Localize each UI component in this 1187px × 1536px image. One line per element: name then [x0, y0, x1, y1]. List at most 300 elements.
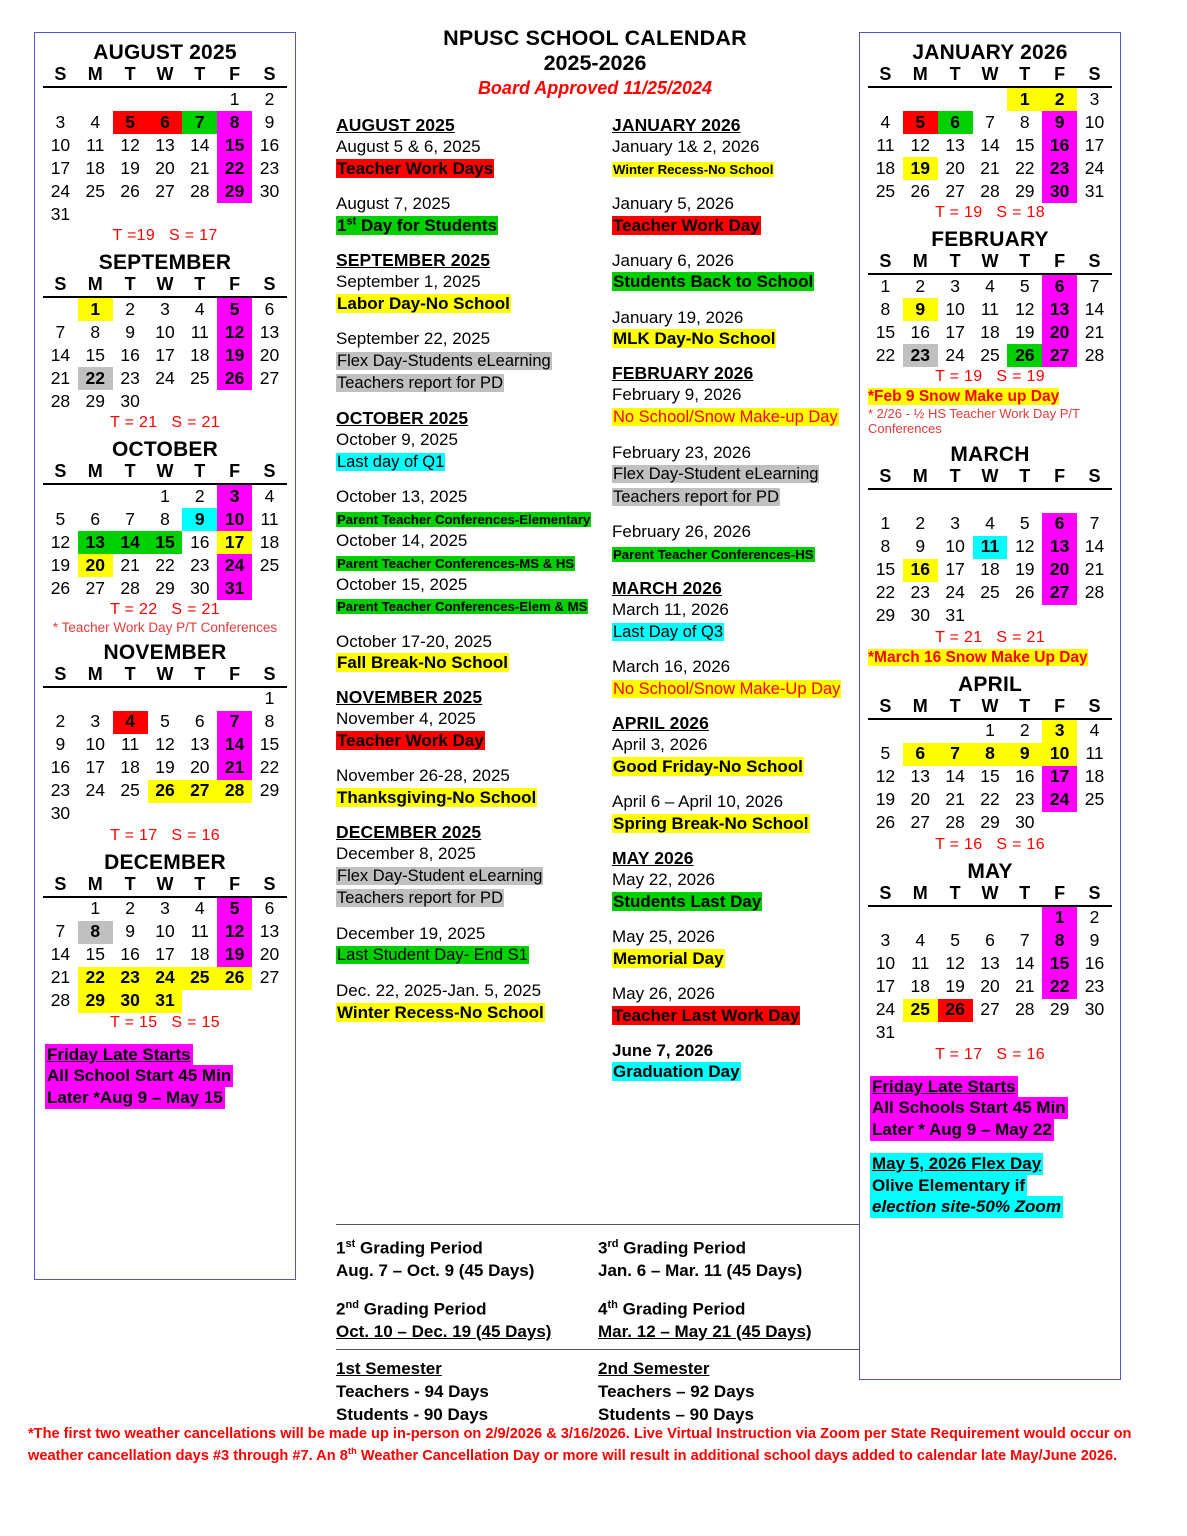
- day-cell[interactable]: 6: [194, 711, 205, 732]
- day-cell[interactable]: 8: [217, 111, 252, 134]
- day-cell[interactable]: 9: [1089, 930, 1100, 951]
- day-cell[interactable]: 7: [1089, 275, 1100, 296]
- day-cell[interactable]: 7: [938, 743, 973, 766]
- day-cell[interactable]: 5: [1019, 275, 1030, 296]
- day-cell[interactable]: 15: [148, 531, 183, 554]
- day-cell[interactable]: 3: [160, 898, 170, 919]
- day-cell[interactable]: 13: [910, 766, 930, 787]
- day-cell[interactable]: 16: [1084, 953, 1105, 974]
- day-cell[interactable]: 16: [190, 531, 210, 552]
- day-cell[interactable]: 14: [50, 344, 71, 365]
- day-cell[interactable]: 11: [911, 953, 930, 974]
- day-cell[interactable]: 26: [50, 577, 71, 598]
- day-cell[interactable]: 6: [938, 111, 973, 134]
- day-cell[interactable]: 19: [217, 344, 252, 367]
- day-cell[interactable]: 2: [1019, 720, 1030, 741]
- day-cell[interactable]: 28: [1084, 582, 1105, 603]
- day-cell[interactable]: 28: [945, 812, 965, 833]
- day-cell[interactable]: 11: [260, 508, 279, 529]
- day-cell[interactable]: 13: [1042, 298, 1077, 321]
- day-cell[interactable]: 12: [217, 921, 252, 944]
- day-cell[interactable]: 4: [90, 111, 101, 132]
- day-cell[interactable]: 20: [155, 157, 175, 178]
- day-cell[interactable]: 1: [880, 275, 891, 296]
- day-cell[interactable]: 3: [950, 513, 960, 534]
- day-cell[interactable]: 12: [120, 134, 140, 155]
- day-cell[interactable]: 2: [125, 298, 135, 319]
- day-cell[interactable]: 23: [903, 344, 938, 367]
- day-cell[interactable]: 6: [985, 930, 995, 951]
- day-cell[interactable]: 8: [1019, 111, 1030, 132]
- day-cell[interactable]: 23: [113, 967, 148, 990]
- day-cell[interactable]: 23: [1084, 976, 1105, 997]
- day-cell[interactable]: 27: [980, 999, 1000, 1020]
- day-cell[interactable]: 19: [903, 157, 938, 180]
- day-cell[interactable]: 9: [125, 921, 135, 942]
- day-cell[interactable]: 23: [120, 367, 140, 388]
- day-cell[interactable]: 13: [78, 531, 113, 554]
- day-cell[interactable]: 18: [190, 944, 210, 965]
- day-cell[interactable]: 19: [945, 976, 965, 997]
- day-cell[interactable]: 7: [1089, 513, 1100, 534]
- day-cell[interactable]: 22: [155, 554, 175, 575]
- day-cell[interactable]: 23: [190, 554, 210, 575]
- day-cell[interactable]: 9: [903, 298, 938, 321]
- day-cell[interactable]: 3: [880, 930, 891, 951]
- day-cell[interactable]: 21: [1084, 559, 1105, 580]
- day-cell[interactable]: 13: [259, 321, 280, 342]
- day-cell[interactable]: 5: [1019, 513, 1030, 534]
- day-cell[interactable]: 24: [148, 967, 183, 990]
- day-cell[interactable]: 14: [190, 134, 210, 155]
- day-cell[interactable]: 29: [217, 180, 252, 203]
- day-cell[interactable]: 20: [980, 976, 1000, 997]
- day-cell[interactable]: 26: [1007, 344, 1042, 367]
- day-cell[interactable]: 21: [120, 554, 140, 575]
- day-cell[interactable]: 29: [78, 990, 113, 1013]
- day-cell[interactable]: 14: [1084, 536, 1105, 557]
- day-cell[interactable]: 21: [945, 789, 965, 810]
- day-cell[interactable]: 30: [910, 605, 930, 626]
- day-cell[interactable]: 20: [1042, 321, 1077, 344]
- day-cell[interactable]: 10: [155, 921, 175, 942]
- day-cell[interactable]: 24: [945, 344, 965, 365]
- day-cell[interactable]: 27: [1042, 344, 1077, 367]
- day-cell[interactable]: 6: [903, 743, 938, 766]
- day-cell[interactable]: 19: [120, 157, 140, 178]
- day-cell[interactable]: 13: [259, 921, 280, 942]
- day-cell[interactable]: 25: [120, 780, 140, 801]
- day-cell[interactable]: 17: [945, 321, 965, 342]
- day-cell[interactable]: 15: [85, 944, 105, 965]
- day-cell[interactable]: 26: [875, 812, 896, 833]
- day-cell[interactable]: 4: [880, 111, 891, 132]
- day-cell[interactable]: 24: [217, 554, 252, 577]
- day-cell[interactable]: 19: [217, 944, 252, 967]
- day-cell[interactable]: 21: [217, 757, 252, 780]
- day-cell[interactable]: 17: [217, 531, 252, 554]
- day-cell[interactable]: 28: [1084, 344, 1105, 365]
- day-cell[interactable]: 2: [194, 485, 205, 506]
- day-cell[interactable]: 4: [194, 298, 205, 319]
- day-cell[interactable]: 2: [915, 513, 926, 534]
- day-cell[interactable]: 11: [190, 321, 209, 342]
- day-cell[interactable]: 6: [1042, 274, 1077, 298]
- day-cell[interactable]: 22: [1015, 157, 1035, 178]
- day-cell[interactable]: 15: [1042, 953, 1077, 976]
- day-cell[interactable]: 31: [945, 605, 965, 626]
- day-cell[interactable]: 17: [155, 944, 175, 965]
- day-cell[interactable]: 9: [1007, 743, 1042, 766]
- day-cell[interactable]: 4: [113, 711, 148, 734]
- day-cell[interactable]: 11: [121, 734, 140, 755]
- day-cell[interactable]: 27: [945, 180, 965, 201]
- day-cell[interactable]: 26: [910, 180, 930, 201]
- day-cell[interactable]: 3: [950, 275, 960, 296]
- day-cell[interactable]: 6: [90, 508, 101, 529]
- day-cell[interactable]: 29: [980, 812, 1000, 833]
- day-cell[interactable]: 12: [155, 734, 175, 755]
- day-cell[interactable]: 16: [1042, 134, 1077, 157]
- day-cell[interactable]: 17: [155, 344, 175, 365]
- day-cell[interactable]: 17: [1084, 134, 1105, 155]
- day-cell[interactable]: 15: [980, 766, 1000, 787]
- day-cell[interactable]: 31: [50, 203, 71, 224]
- day-cell[interactable]: 11: [86, 134, 105, 155]
- day-cell[interactable]: 6: [264, 298, 275, 319]
- day-cell[interactable]: 1: [90, 898, 101, 919]
- day-cell[interactable]: 4: [985, 513, 995, 534]
- day-cell[interactable]: 26: [120, 180, 140, 201]
- day-cell[interactable]: 10: [85, 734, 105, 755]
- day-cell[interactable]: 24: [875, 999, 896, 1020]
- day-cell[interactable]: 26: [148, 780, 183, 803]
- day-cell[interactable]: 18: [875, 157, 896, 178]
- day-cell[interactable]: 23: [1015, 789, 1035, 810]
- day-cell[interactable]: 25: [903, 999, 938, 1022]
- day-cell[interactable]: 10: [50, 134, 71, 155]
- day-cell[interactable]: 8: [880, 298, 891, 319]
- day-cell[interactable]: 24: [85, 780, 105, 801]
- day-cell[interactable]: 18: [190, 344, 210, 365]
- day-cell[interactable]: 9: [125, 321, 135, 342]
- day-cell[interactable]: 9: [264, 111, 275, 132]
- day-cell[interactable]: 8: [90, 321, 101, 342]
- day-cell[interactable]: 22: [78, 367, 113, 390]
- day-cell[interactable]: 11: [980, 298, 1000, 319]
- day-cell[interactable]: 28: [120, 577, 140, 598]
- day-cell[interactable]: 7: [985, 111, 995, 132]
- day-cell[interactable]: 1: [160, 485, 170, 506]
- day-cell[interactable]: 6: [264, 898, 275, 919]
- day-cell[interactable]: 12: [1015, 536, 1035, 557]
- day-cell[interactable]: 23: [259, 157, 280, 178]
- day-cell[interactable]: 19: [1015, 559, 1035, 580]
- day-cell[interactable]: 4: [264, 485, 275, 506]
- day-cell[interactable]: 28: [217, 780, 252, 803]
- day-cell[interactable]: 12: [217, 321, 252, 344]
- day-cell[interactable]: 25: [980, 344, 1000, 365]
- day-cell[interactable]: 7: [1019, 930, 1030, 951]
- day-cell[interactable]: 15: [85, 344, 105, 365]
- day-cell[interactable]: 18: [120, 757, 140, 778]
- day-cell[interactable]: 3: [1042, 719, 1077, 743]
- day-cell[interactable]: 20: [259, 344, 280, 365]
- day-cell[interactable]: 21: [190, 157, 210, 178]
- day-cell[interactable]: 3: [1089, 88, 1100, 109]
- day-cell[interactable]: 12: [50, 531, 71, 552]
- day-cell[interactable]: 7: [182, 111, 217, 134]
- day-cell[interactable]: 12: [910, 134, 930, 155]
- day-cell[interactable]: 26: [217, 367, 252, 390]
- day-cell[interactable]: 2: [915, 275, 926, 296]
- day-cell[interactable]: 16: [1015, 766, 1035, 787]
- day-cell[interactable]: 15: [875, 559, 896, 580]
- day-cell[interactable]: 20: [78, 554, 113, 577]
- day-cell[interactable]: 1: [880, 513, 891, 534]
- day-cell[interactable]: 9: [55, 734, 66, 755]
- day-cell[interactable]: 1: [264, 688, 275, 709]
- day-cell[interactable]: 11: [190, 921, 209, 942]
- day-cell[interactable]: 27: [85, 577, 105, 598]
- day-cell[interactable]: 26: [938, 999, 973, 1022]
- day-cell[interactable]: 14: [217, 734, 252, 757]
- day-cell[interactable]: 23: [910, 582, 930, 603]
- day-cell[interactable]: 6: [1042, 513, 1077, 536]
- day-cell[interactable]: 26: [1015, 582, 1035, 603]
- day-cell[interactable]: 13: [190, 734, 210, 755]
- day-cell[interactable]: 7: [217, 711, 252, 734]
- day-cell[interactable]: 18: [980, 321, 1000, 342]
- day-cell[interactable]: 24: [945, 582, 965, 603]
- day-cell[interactable]: 25: [85, 180, 105, 201]
- day-cell[interactable]: 1: [985, 720, 995, 741]
- day-cell[interactable]: 11: [973, 536, 1008, 559]
- day-cell[interactable]: 30: [259, 180, 280, 201]
- day-cell[interactable]: 22: [980, 789, 1000, 810]
- day-cell[interactable]: 22: [875, 344, 896, 365]
- day-cell[interactable]: 2: [125, 898, 135, 919]
- day-cell[interactable]: 13: [1042, 536, 1077, 559]
- day-cell[interactable]: 13: [980, 953, 1000, 974]
- day-cell[interactable]: 17: [50, 157, 71, 178]
- day-cell[interactable]: 29: [259, 780, 280, 801]
- day-cell[interactable]: 29: [85, 390, 105, 411]
- day-cell[interactable]: 29: [155, 577, 175, 598]
- day-cell[interactable]: 11: [876, 134, 895, 155]
- day-cell[interactable]: 31: [875, 1022, 896, 1043]
- day-cell[interactable]: 5: [880, 743, 891, 764]
- day-cell[interactable]: 1: [229, 88, 240, 109]
- day-cell[interactable]: 15: [875, 321, 896, 342]
- day-cell[interactable]: 19: [1015, 321, 1035, 342]
- day-cell[interactable]: 24: [1042, 789, 1077, 812]
- day-cell[interactable]: 20: [910, 789, 930, 810]
- day-cell[interactable]: 22: [875, 582, 896, 603]
- day-cell[interactable]: 30: [1084, 999, 1105, 1020]
- day-cell[interactable]: 17: [875, 976, 896, 997]
- day-cell[interactable]: 21: [50, 367, 71, 388]
- day-cell[interactable]: 10: [217, 508, 252, 531]
- day-cell[interactable]: 4: [985, 275, 995, 296]
- day-cell[interactable]: 19: [875, 789, 896, 810]
- day-cell[interactable]: 22: [217, 157, 252, 180]
- day-cell[interactable]: 16: [120, 344, 140, 365]
- day-cell[interactable]: 8: [973, 743, 1008, 766]
- day-cell[interactable]: 27: [155, 180, 175, 201]
- day-cell[interactable]: 15: [217, 134, 252, 157]
- day-cell[interactable]: 26: [217, 967, 252, 990]
- day-cell[interactable]: 24: [50, 180, 71, 201]
- day-cell[interactable]: 22: [259, 757, 280, 778]
- day-cell[interactable]: 13: [945, 134, 965, 155]
- day-cell[interactable]: 18: [85, 157, 105, 178]
- day-cell[interactable]: 16: [910, 321, 930, 342]
- day-cell[interactable]: 3: [217, 484, 252, 508]
- day-cell[interactable]: 20: [259, 944, 280, 965]
- day-cell[interactable]: 8: [264, 711, 275, 732]
- day-cell[interactable]: 29: [1015, 180, 1035, 201]
- day-cell[interactable]: 20: [1042, 559, 1077, 582]
- day-cell[interactable]: 5: [55, 508, 66, 529]
- day-cell[interactable]: 2: [264, 88, 275, 109]
- day-cell[interactable]: 23: [1042, 157, 1077, 180]
- day-cell[interactable]: 6: [148, 111, 183, 134]
- day-cell[interactable]: 18: [259, 531, 280, 552]
- day-cell[interactable]: 13: [155, 134, 175, 155]
- day-cell[interactable]: 3: [160, 298, 170, 319]
- day-cell[interactable]: 27: [182, 780, 217, 803]
- day-cell[interactable]: 5: [903, 111, 938, 134]
- day-cell[interactable]: 25: [182, 967, 217, 990]
- day-cell[interactable]: 9: [1042, 111, 1077, 134]
- day-cell[interactable]: 25: [259, 554, 280, 575]
- day-cell[interactable]: 30: [50, 803, 71, 824]
- day-cell[interactable]: 9: [915, 536, 926, 557]
- day-cell[interactable]: 19: [50, 554, 71, 575]
- day-cell[interactable]: 31: [148, 990, 183, 1013]
- day-cell[interactable]: 20: [945, 157, 965, 178]
- day-cell[interactable]: 15: [1015, 134, 1035, 155]
- day-cell[interactable]: 12: [945, 953, 965, 974]
- day-cell[interactable]: 14: [980, 134, 1000, 155]
- day-cell[interactable]: 10: [1042, 743, 1077, 766]
- day-cell[interactable]: 8: [880, 536, 891, 557]
- day-cell[interactable]: 8: [160, 508, 170, 529]
- day-cell[interactable]: 22: [78, 967, 113, 990]
- day-cell[interactable]: 3: [55, 111, 66, 132]
- day-cell[interactable]: 10: [945, 298, 965, 319]
- day-cell[interactable]: 27: [910, 812, 930, 833]
- day-cell[interactable]: 3: [90, 711, 101, 732]
- day-cell[interactable]: 11: [1085, 743, 1104, 764]
- day-cell[interactable]: 16: [259, 134, 280, 155]
- day-cell[interactable]: 5: [160, 711, 170, 732]
- day-cell[interactable]: 30: [190, 577, 210, 598]
- day-cell[interactable]: 17: [945, 559, 965, 580]
- day-cell[interactable]: 24: [1084, 157, 1105, 178]
- day-cell[interactable]: 31: [1084, 180, 1105, 201]
- day-cell[interactable]: 27: [259, 967, 280, 988]
- day-cell[interactable]: 25: [1084, 789, 1105, 810]
- day-cell[interactable]: 27: [1042, 582, 1077, 605]
- day-cell[interactable]: 1: [78, 297, 113, 321]
- day-cell[interactable]: 30: [1042, 180, 1077, 203]
- day-cell[interactable]: 21: [50, 967, 71, 988]
- day-cell[interactable]: 12: [1015, 298, 1035, 319]
- day-cell[interactable]: 7: [55, 921, 66, 942]
- day-cell[interactable]: 27: [259, 367, 280, 388]
- day-cell[interactable]: 1: [1007, 87, 1042, 111]
- day-cell[interactable]: 5: [113, 111, 148, 134]
- day-cell[interactable]: 30: [113, 990, 148, 1013]
- day-cell[interactable]: 28: [1015, 999, 1035, 1020]
- day-cell[interactable]: 28: [50, 390, 71, 411]
- day-cell[interactable]: 20: [190, 757, 210, 778]
- day-cell[interactable]: 8: [78, 921, 113, 944]
- day-cell[interactable]: 14: [1084, 298, 1105, 319]
- day-cell[interactable]: 7: [55, 321, 66, 342]
- day-cell[interactable]: 24: [155, 367, 175, 388]
- day-cell[interactable]: 21: [980, 157, 1000, 178]
- day-cell[interactable]: 30: [120, 390, 140, 411]
- day-cell[interactable]: 23: [50, 780, 71, 801]
- day-cell[interactable]: 28: [190, 180, 210, 201]
- day-cell[interactable]: 10: [1084, 111, 1105, 132]
- day-cell[interactable]: 10: [945, 536, 965, 557]
- day-cell[interactable]: 5: [217, 297, 252, 321]
- day-cell[interactable]: 14: [1015, 953, 1035, 974]
- day-cell[interactable]: 16: [50, 757, 71, 778]
- day-cell[interactable]: 18: [1084, 766, 1105, 787]
- day-cell[interactable]: 10: [155, 321, 175, 342]
- day-cell[interactable]: 14: [113, 531, 148, 554]
- day-cell[interactable]: 25: [875, 180, 896, 201]
- day-cell[interactable]: 14: [50, 944, 71, 965]
- day-cell[interactable]: 31: [217, 577, 252, 600]
- day-cell[interactable]: 18: [910, 976, 930, 997]
- day-cell[interactable]: 1: [1042, 906, 1077, 930]
- day-cell[interactable]: 9: [182, 508, 217, 531]
- day-cell[interactable]: 4: [915, 930, 926, 951]
- day-cell[interactable]: 8: [1042, 930, 1077, 953]
- day-cell[interactable]: 16: [903, 559, 938, 582]
- day-cell[interactable]: 29: [875, 605, 896, 626]
- day-cell[interactable]: 21: [1015, 976, 1035, 997]
- day-cell[interactable]: 19: [155, 757, 175, 778]
- day-cell[interactable]: 2: [1042, 87, 1077, 111]
- day-cell[interactable]: 28: [50, 990, 71, 1011]
- day-cell[interactable]: 2: [1089, 907, 1100, 928]
- day-cell[interactable]: 15: [259, 734, 280, 755]
- day-cell[interactable]: 30: [1015, 812, 1035, 833]
- day-cell[interactable]: 7: [125, 508, 135, 529]
- day-cell[interactable]: 16: [120, 944, 140, 965]
- day-cell[interactable]: 4: [194, 898, 205, 919]
- day-cell[interactable]: 18: [980, 559, 1000, 580]
- day-cell[interactable]: 25: [190, 367, 210, 388]
- day-cell[interactable]: 10: [875, 953, 896, 974]
- day-cell[interactable]: 14: [945, 766, 965, 787]
- day-cell[interactable]: 17: [85, 757, 105, 778]
- day-cell[interactable]: 21: [1084, 321, 1105, 342]
- day-cell[interactable]: 2: [55, 711, 66, 732]
- day-cell[interactable]: 25: [980, 582, 1000, 603]
- day-cell[interactable]: 29: [1049, 999, 1070, 1020]
- day-cell[interactable]: 22: [1042, 976, 1077, 999]
- day-cell[interactable]: 4: [1089, 720, 1100, 741]
- day-cell[interactable]: 17: [1042, 766, 1077, 789]
